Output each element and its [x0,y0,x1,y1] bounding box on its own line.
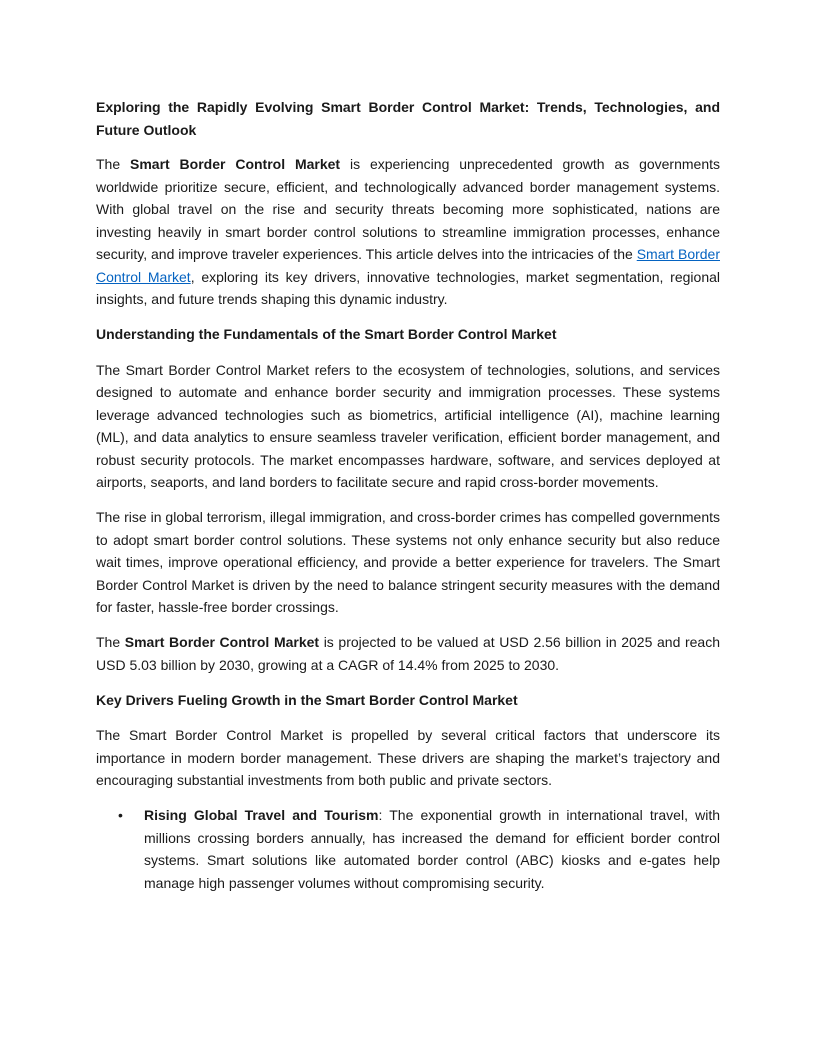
bullet-bold-term: Rising Global Travel and Tourism [144,807,379,823]
bullet-text: : The exponential growth in international travel, with millions crossing borders annually, has increased the demand for efficient border control systems. Smart solutions like automated border control (ABC) kiosks and e-gates help manage high passenger volumes without compromising security. [144,807,720,891]
intro-post: , exploring its key drivers, innovative technologies, market segmentation, regional insights, and future trends shaping this dynamic industry. [96,268,721,307]
bullet-dot-icon: • [118,807,123,823]
list-item [96,804,720,894]
market-valuation-paragraph [96,631,720,676]
intro-mid: is experiencing unprecedented growth as governments worldwide prioritize secure, efficient, and technologically advanced border management systems. With global travel on the rise and security threats becoming more sophisticated, nations are investing heavily in smart border control solutions to streamline immigration processes, enhance security, and improve traveler experiences. This article delves into the intricacies of the [96,156,720,262]
fundamentals-paragraph-2: The rise in global terrorism, illegal immigration, and cross-border crimes has compelled governments to adopt smart border control solutions. These systems not only enhance security but also reduce wait times, improve operational efficiency, and provide a better experience for travelers. The Smart Border Control Market is driven by the need to balance stringent security measures with the demand for faster, hassle-free border crossings. [96,509,720,615]
intro-bold-market: Smart Border Control Market [130,156,341,172]
valuation-post: is projected to be valued at USD 2.56 billion in 2025 and reach USD 5.03 billion by 2030, growing at a CAGR of 14.4% from 2025 to 2030. [96,634,720,673]
document-title: Exploring the Rapidly Evolving Smart Border Control Market: Trends, Technologies, and Future Outlook [96,99,720,138]
fundamentals-paragraph-1: The Smart Border Control Market refers to the ecosystem of technologies, solutions, and services designed to automate and enhance border security and immigration processes. These systems leverage advanced technologies such as biometrics, artificial intelligence (AI), machine learning (ML), and data analytics to ensure seamless traveler verification, efficient border management, and robust security protocols. The market encompasses hardware, software, and services deployed at airports, seaports, and land borders to facilitate secure and rapid cross-border movements. [96,361,720,490]
intro-paragraph [96,153,720,311]
section-heading-drivers: Key Drivers Fueling Growth in the Smart Border Control Market [96,691,518,708]
drivers-list [96,804,720,894]
market-link[interactable]: Smart Border Control Market [96,246,720,285]
valuation-bold-market: Smart Border Control Market [124,634,320,650]
intro-pre: The [96,156,130,172]
section-heading-fundamentals: Understanding the Fundamentals of the Smart Border Control Market [96,326,557,342]
valuation-pre: The [96,634,125,650]
drivers-paragraph: The Smart Border Control Market is propelled by several critical factors that underscore its importance in modern border management. These drivers are shaping the market’s trajectory and encouraging substantial investments from both public and private sectors. [96,727,720,788]
